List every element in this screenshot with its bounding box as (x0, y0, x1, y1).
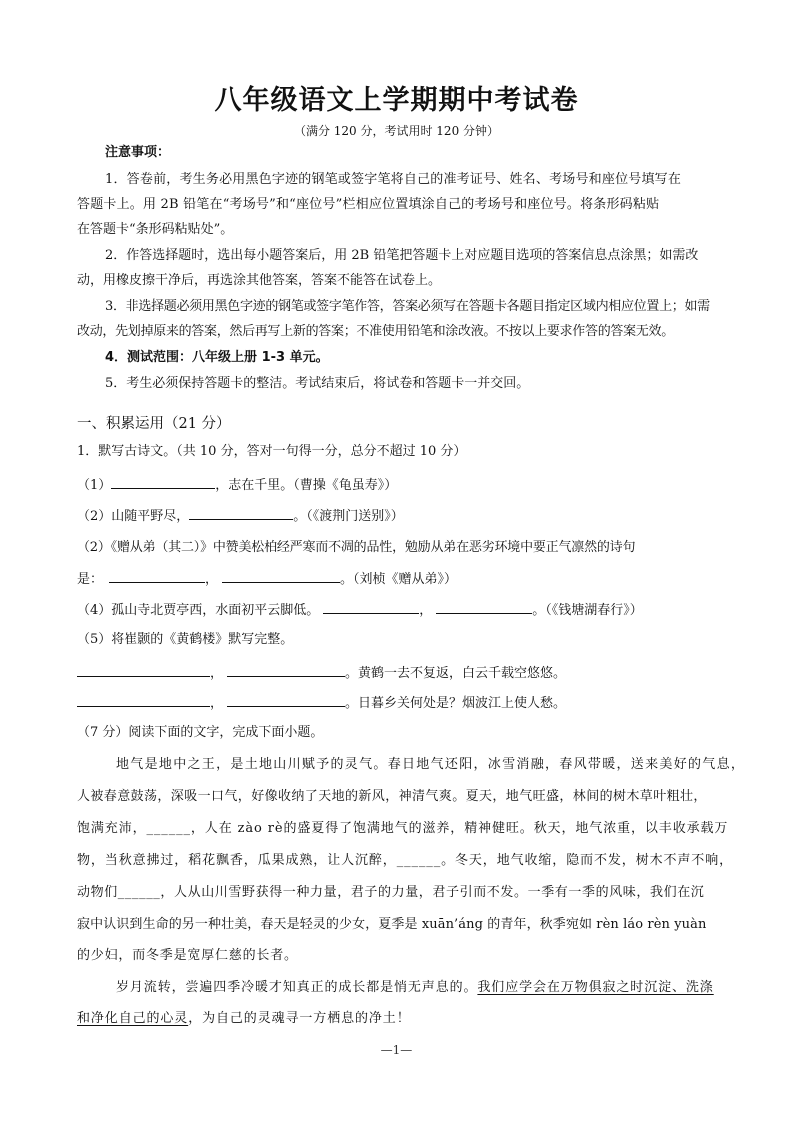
passage-line-8 (116, 980, 714, 996)
question-1-2 (77, 507, 404, 525)
q1-4-mid: ， (419, 603, 433, 618)
q1-3-mid: ， (205, 572, 219, 587)
page-number: —1— (380, 1043, 413, 1057)
notice-item-2-line1: 2．作答选择题时，选出每小题答案后，用 2B 铅笔把答题卡上对应题目选项的答案信息点涂黑；如需改 (105, 248, 699, 263)
passage-line-1: 地气是地中之王，是土地山川赋予的灵气。春日地气还阳，冰雪消融，春风带暖，送来美好的气息， (116, 757, 746, 772)
q1-3-suffix: 。（刘桢《赠从弟》） (340, 572, 458, 587)
question-1: 1．默写古诗文。（共 10 分，答对一句得一分，总分不超过 10 分） (77, 444, 467, 459)
answer-blank[interactable] (109, 570, 205, 583)
answer-blank[interactable] (77, 664, 210, 677)
notice-item-1-line2: 答题卡上。用 2B 铅笔在“考场号”和“座位号”栏相应位置填涂自己的考场号和座位号。将条形码粘贴 (77, 197, 660, 212)
notice-item-3-line1: 3．非选择题必须用黑色字迹的钢笔或签字笔作答，答案必须写在答题卡各题目指定区域内相应位置上；如需 (105, 299, 710, 314)
q1-5b-suffix: 。日暮乡关何处是？烟波江上使人愁。 (345, 696, 567, 711)
passage-underlined-sentence: 我们应学会在万物俱寂之时沉淀、洗涤 (477, 980, 714, 995)
q1-2-suffix: 。（《渡荆门送别》） (293, 509, 404, 524)
passage-line-6: 寂中认识到生命的另一种壮美，春天是轻灵的少女，夏季是 xuān’áng 的青年，秋季宛如 rèn láo rèn yuàn (77, 917, 707, 932)
exam-title: 八年级语文上学期期中考试卷 (214, 85, 579, 116)
passage-l9-plain: ，为自己的灵魂寻一方栖息的净土！ (188, 1011, 411, 1026)
notice-item-2-line2: 动，用橡皮擦干净后，再选涂其他答案，答案不能答在试卷上。 (77, 273, 442, 288)
question-2-intro: （7 分）阅读下面的文字，完成下面小题。 (77, 725, 324, 740)
passage-line-4: 物，当秋意拂过，稻花飘香，瓜果成熟，让人沉醉，______。冬天，地气收缩，隐而不发，树木不声不响， (77, 853, 734, 868)
answer-blank[interactable] (436, 601, 532, 614)
passage-line-9 (77, 1011, 411, 1027)
section-1-heading: 一、积累运用（21 分） (77, 416, 231, 432)
q1-1-prefix: （1） (77, 478, 112, 493)
notice-item-3-line2: 改动，先划掉原来的答案，然后再写上新的答案；不准使用铅笔和涂改液。不按以上要求作答的答案无效。 (77, 324, 674, 339)
answer-blank[interactable] (222, 570, 340, 583)
passage-l8-plain: 岁月流转，尝遍四季冷暖才知真正的成长都是悄无声息的。 (116, 980, 478, 995)
answer-blank[interactable] (77, 694, 210, 707)
question-1-5: （5）将崔颢的《黄鹤楼》默写完整。 (77, 632, 294, 647)
answer-blank[interactable] (323, 601, 419, 614)
answer-blank[interactable] (227, 694, 345, 707)
passage-line-5: 动物们______，人从山川雪野获得一种力量，君子的力量，君子引而不发。一季有一季的风味，我们在沉 (77, 885, 705, 900)
exam-subtitle: （满分 120 分，考试用时 120 分钟） (293, 124, 500, 138)
passage-line-7: 的少妇，而冬季是宽厚仁慈的长者。 (77, 948, 298, 963)
notice-item-1-line3: 在答题卡“条形码粘贴处”。 (77, 222, 234, 237)
notice-item-1-line1: 1．答卷前，考生务必用黑色字迹的钢笔或签字笔将自己的准考证号、姓名、考场号和座位号填写在 (105, 172, 682, 187)
question-1-4 (77, 601, 643, 619)
q1-5a-mid: ， (210, 666, 224, 681)
q1-5a-suffix: 。黄鹤一去不复返，白云千载空悠悠。 (345, 666, 567, 681)
answer-blank[interactable] (189, 507, 293, 520)
question-1-3-line2 (77, 570, 457, 588)
notice-item-5: 5．考生必须保持答题卡的整洁。考试结束后，将试卷和答题卡一并交回。 (105, 376, 530, 391)
answer-blank[interactable] (227, 664, 345, 677)
passage-underlined-sentence-end: 和净化自己的心灵 (77, 1011, 189, 1026)
question-1-5-line-b (77, 694, 566, 712)
question-1-3-line1: （2）《赠从弟（其二）》中赞美松柏经严寒而不凋的品性，勉励从弟在恶劣环境中要正气凛然的诗句 (77, 540, 636, 555)
question-1-5-line-a (77, 664, 566, 682)
question-1-1 (77, 476, 397, 494)
q1-1-suffix: ，志在千里。（曹操《龟虽寿》） (215, 478, 398, 493)
notice-item-4: 4．测试范围：八年级上册 1-3 单元。 (105, 350, 329, 365)
passage-line-3: 饱满充沛，______，人在 zào rè的盛夏得了饱满地气的滋养，精神健旺。秋天，地气浓重，以丰收承载万 (77, 821, 729, 836)
passage-line-2: 人被春意鼓荡，深吸一口气，好像收纳了天地的新风，神清气爽。夏天，地气旺盛，林间的树木草叶粗壮， (77, 789, 707, 804)
q1-3-prefix: 是： (77, 572, 104, 587)
q1-2-prefix: （2）山随平野尽， (77, 509, 190, 524)
answer-blank[interactable] (111, 476, 215, 489)
q1-5b-mid: ， (210, 696, 224, 711)
q1-4-prefix: （4）孤山寺北贾亭西，水面初平云脚低。 (77, 603, 320, 618)
notice-heading: 注意事项： (105, 145, 171, 160)
q1-4-suffix: 。（《钱塘湖春行》） (532, 603, 643, 618)
